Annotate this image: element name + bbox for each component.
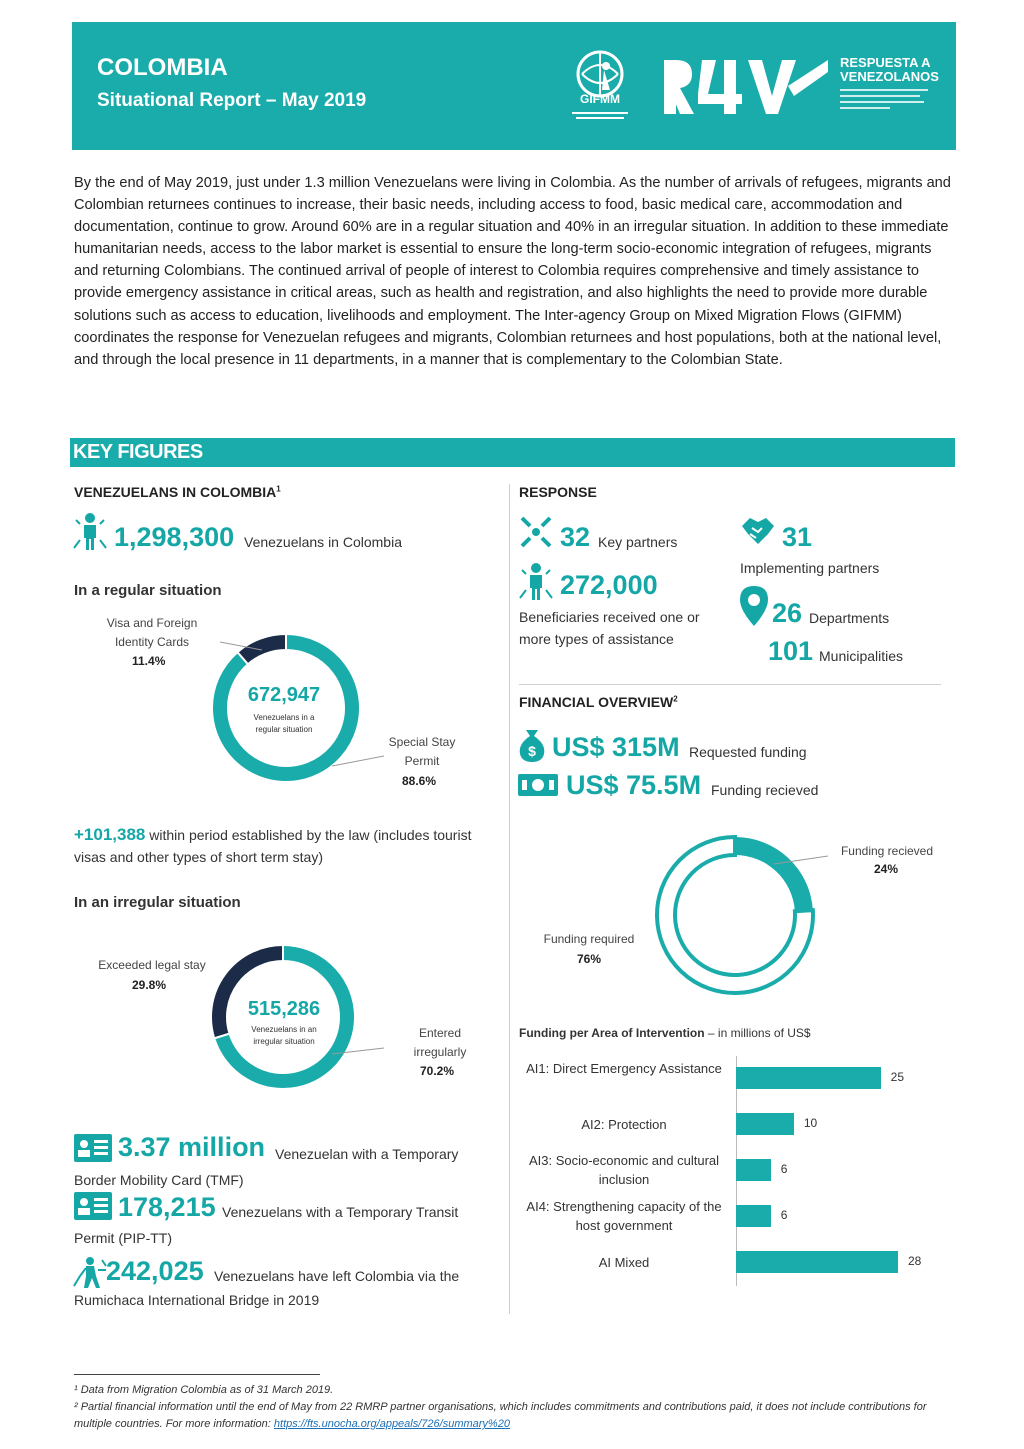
- increase-text: [74, 824, 504, 868]
- irregular-heading: In an irregular situation: [74, 894, 241, 911]
- intro-paragraph: By the end of May 2019, just under 1.3 million Venezuelans were living in Colombia. As the number of arrivals of refugees, migrants and Colombian returnees continues to increase, their basic needs, including access to food, basic medical care, accommodation and documentation, continue to grow. Around 60% are in a regular situation and 40% in an irregular situation. In addition to these immediate humanitarian needs, access to the labor market is essential to ensure the long-term socio-economic integration of refugees, migrants and returning Colombians. The continued arrival of people of interest to Colombia requires comprehensive and timely assistance to provide emergency assistance in critical areas, such as health and registration, and also highlights the need to provide more durable solutions such as access to education, livelihoods and employment. The Inter-agency Group on Mixed Migration Flows (GIFMM) coordinates the response for Venezuelan refugees and migrants, Colombian returnees and host populations, both at the national level, and through the local presence in 11 departments, in a manner that is complementary to the Colombian State.: [74, 175, 951, 368]
- funding-received-pct: 24%: [874, 862, 899, 876]
- left-colombia-text2: Rumichaca International Bridge in 2019: [74, 1292, 320, 1308]
- person-icon: [518, 562, 554, 607]
- pip-value: 178,215: [118, 1192, 216, 1222]
- irregular-seg1-pct: 29.8%: [132, 978, 167, 992]
- footnote-1: ¹ Data from Migration Colombia as of 31 March 2019.: [74, 1384, 334, 1396]
- key-figures-title: KEY FIGURES: [73, 441, 203, 463]
- footnote-2-text: ² Partial financial information until the end of May from 22 RMRP partner organisations, which includes commitments and contributions paid, it does not include contributions for multiple countries. For more information:: [74, 1401, 927, 1430]
- column-divider: [509, 484, 510, 1314]
- gifmm-logo: [560, 46, 640, 126]
- departments-label: Departments: [809, 610, 890, 626]
- departments-value: 26: [772, 598, 803, 628]
- key-figures-bar: [70, 438, 955, 467]
- key-partners-value: 32: [560, 522, 591, 552]
- bar-label: AI2: Protection: [581, 1117, 667, 1132]
- r4v-tag1: RESPUESTA A: [840, 55, 931, 70]
- partners-icon: [518, 514, 554, 555]
- map-pin-icon: [740, 586, 768, 631]
- key-partners-label: Key partners: [598, 534, 678, 550]
- bar: [736, 1205, 771, 1227]
- footnote-ref-1: 1: [276, 484, 281, 494]
- bar-label: AI Mixed: [598, 1255, 650, 1270]
- country-title: COLOMBIA: [97, 54, 228, 81]
- report-subtitle: Situational Report – May 2019: [97, 90, 367, 111]
- irregular-seg1-label: Exceeded legal stay: [98, 958, 206, 972]
- tmf-text1: Venezuelan with a Temporary: [275, 1146, 459, 1162]
- bar: [736, 1067, 881, 1089]
- regular-center-value: 672,947: [247, 684, 321, 706]
- funding-bar-chart: [520, 1050, 960, 1290]
- funding-required-label: Funding required: [543, 932, 635, 946]
- total-venezuelans-label: Venezuelans in Colombia: [244, 534, 402, 550]
- response-heading: RESPONSE: [519, 484, 597, 500]
- municipalities-label: Municipalities: [819, 648, 904, 664]
- tmf-value: 3.37 million: [118, 1132, 266, 1162]
- bar-label: AI3: Socio-economic and cultural inclusion: [528, 1153, 720, 1187]
- response-divider: [519, 684, 941, 685]
- funding-received-leader: [772, 850, 832, 870]
- fts-link[interactable]: https://fts.unocha.org/appeals/726/summary%20: [273, 1418, 510, 1430]
- footnote-2: [74, 1399, 944, 1433]
- bars-title-rest: – in millions of US$: [704, 1026, 811, 1040]
- regular-seg2-pct: 88.6%: [402, 774, 437, 788]
- svg-text:$: $: [528, 743, 536, 759]
- money-bag-icon: [518, 728, 546, 767]
- regular-seg2-leader: [330, 750, 390, 770]
- requested-value: US$ 315M: [552, 732, 680, 762]
- regular-seg1-pct: 11.4%: [132, 654, 166, 668]
- total-venezuelans-value: 1,298,300: [114, 522, 235, 552]
- id-card-icon: [74, 1134, 112, 1167]
- regular-heading: In a regular situation: [74, 582, 222, 599]
- implementing-value: 31: [782, 522, 813, 552]
- regular-seg2-label: Special Stay Permit: [388, 735, 456, 768]
- irregular-seg2-leader: [330, 1040, 390, 1060]
- bar: [736, 1113, 794, 1135]
- bar-value: 6: [780, 1208, 788, 1222]
- regular-seg1-label: Visa and Foreign Identity Cards: [106, 616, 198, 649]
- report-header: [72, 22, 956, 150]
- bars-title: [519, 1026, 811, 1040]
- tmf-text2: Border Mobility Card (TMF): [74, 1172, 244, 1188]
- bar: [736, 1159, 771, 1181]
- received-value: US$ 75.5M: [566, 770, 702, 800]
- irregular-seg2-label: Entered irregularly: [413, 1026, 467, 1059]
- implementing-label: Implementing partners: [740, 560, 880, 576]
- regular-seg1-leader: [218, 638, 268, 658]
- increase-value: +101,388: [74, 825, 146, 844]
- irregular-center-label: Venezuelans in an irregular situation: [251, 1025, 317, 1046]
- irregular-center-value: 515,286: [247, 998, 321, 1020]
- increase-description: within period established by the law (includes tourist visas and other types of short term stay): [74, 827, 472, 865]
- funding-received-label: Funding recieved: [840, 844, 934, 858]
- financial-heading: [519, 694, 678, 710]
- gifmm-label: GIFMM: [580, 92, 620, 106]
- regular-center-label: Venezuelans in a regular situation: [253, 713, 315, 734]
- bar-value: 28: [908, 1254, 922, 1268]
- municipalities-value: 101: [768, 636, 814, 666]
- r4v-tagline: [840, 56, 939, 109]
- bar-label: AI4: Strengthening capacity of the host government: [526, 1199, 722, 1233]
- pip-text1: Venezuelans with a Temporary Transit: [222, 1204, 459, 1220]
- bar: [736, 1251, 898, 1273]
- venezuelans-heading: [74, 484, 281, 500]
- beneficiaries-label: Beneficiaries received one or more types of assistance: [519, 609, 700, 647]
- venezuelans-heading-text: VENEZUELANS IN COLOMBIA: [74, 484, 277, 500]
- bar-value: 6: [780, 1162, 788, 1176]
- bar-value: 10: [803, 1116, 818, 1130]
- footnote-divider: [74, 1374, 320, 1375]
- left-colombia-value: 242,025: [106, 1256, 204, 1286]
- received-label: Funding recieved: [711, 782, 819, 798]
- funding-required-pct: 76%: [577, 952, 602, 966]
- irregular-seg2-pct: 70.2%: [420, 1064, 455, 1078]
- id-card-icon: [74, 1192, 112, 1225]
- funding-slice-received: [735, 837, 813, 911]
- pip-text2: Permit (PIP-TT): [74, 1230, 172, 1246]
- requested-label: Requested funding: [689, 744, 807, 760]
- person-icon: [72, 512, 108, 557]
- bar-value: 25: [890, 1070, 904, 1084]
- financial-heading-text: FINANCIAL OVERVIEW: [519, 694, 674, 710]
- bars-title-bold: Funding per Area of Intervention: [519, 1026, 705, 1040]
- bar-label: AI1: Direct Emergency Assistance: [526, 1061, 722, 1076]
- beneficiaries-value: 272,000: [560, 570, 658, 600]
- walking-person-icon: [72, 1256, 108, 1295]
- cash-icon: [518, 772, 558, 803]
- handshake-icon: [740, 514, 776, 553]
- r4v-tag2: VENEZOLANOS: [840, 69, 939, 84]
- footnote-ref-2: 2: [673, 694, 678, 704]
- r4v-logo: [662, 56, 832, 118]
- left-colombia-text1: Venezuelans have left Colombia via the: [214, 1268, 460, 1284]
